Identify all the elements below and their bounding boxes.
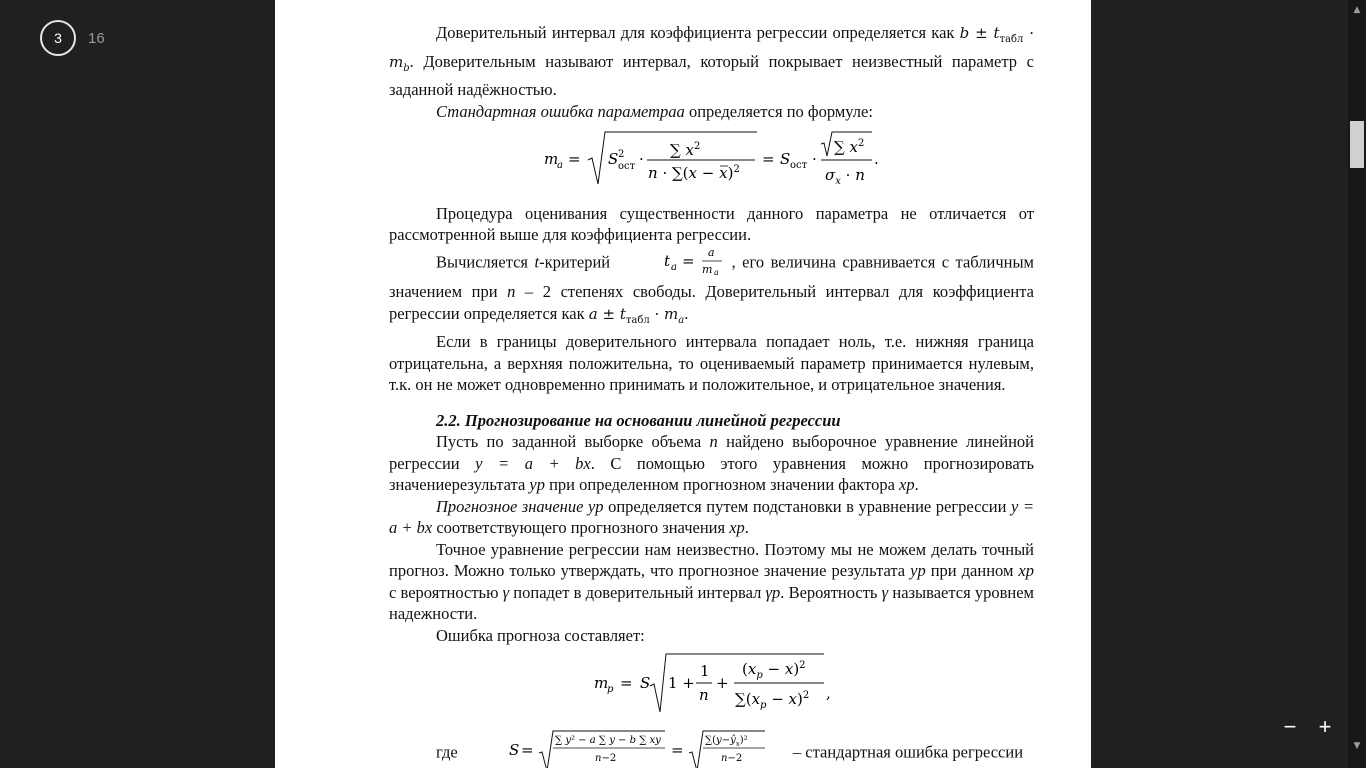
svg-text:(xp − x)2: $(x_p - x)^2$ [741,660,806,681]
paragraph-forecast-value [389,496,1034,539]
italic-symbol: xp [729,518,745,537]
zoom-out-button[interactable]: − [1283,714,1297,739]
svg-text:.: . [873,150,879,168]
svg-text:∑ y² − a ∑ y − b ∑ xy: ∑ y² − a ∑ y − b ∑ xy [554,734,661,746]
svg-text:=: = [681,251,695,270]
text-span: определяется путем подстановки в уравнение регрессии [603,496,1011,516]
italic-symbol: n [507,282,516,301]
formula-b-interval: $b \pm t_{табл} \cdot m_b$ [389,24,1034,74]
svg-text:,: , [825,684,831,702]
svg-text:S: S [607,150,618,168]
svg-text:a: a [713,267,719,276]
svg-text:+: + [715,674,729,692]
text-span: Вычисляется [436,252,535,272]
svg-text:n: n [698,686,709,704]
vertical-scrollbar[interactable] [1348,0,1366,768]
text-span: попадет в доверительный интервал [509,582,766,602]
paragraph-forecasting-intro [389,431,1034,496]
formula-a-interval: $a \pm t_{табл} \cdot m_a$ [588,304,685,326]
italic-symbol: yp [910,561,926,580]
svg-text:S: S [779,150,790,168]
svg-text:2: 2 [617,149,624,160]
svg-text:∑(xp − x)2: $\sum(x_p - x)^2$ [734,690,809,711]
italic-symbol: γ [502,582,510,602]
text-span: где [436,742,462,762]
svg-text:ост: ост [789,160,807,171]
text-span: с вероятностью [389,582,503,602]
paragraph-procedure: Процедура оценивания существенности данного параметра не отличается от рассмотренной выше для коэффициента регрессии. [389,203,1034,244]
text-span: называется уровнем надежности. [389,582,1034,623]
formula-ta [617,246,732,282]
scrollbar-thumb[interactable] [1350,121,1364,168]
text-span: . С помощью этого уравнения можно прогнозировать значениерезультата [389,453,1034,494]
svg-text:=: = [619,674,633,692]
paragraph-zero-in-interval: Если в границы доверительного интервала попадает ноль, т.е. нижняя граница отрицательна, а верхняя положительна, то оцениваемый параметр принимается нулевым, т.к. он не может одновременно принимать и положительное, и отрицательное значения. [389,332,1034,394]
text-span: найдено выборочное уравнение линейной регрессии [389,432,1034,473]
italic-symbol: xp [1018,561,1034,580]
svg-text:S: S [639,674,650,692]
text-span: при данном [925,561,1019,580]
paragraph-exact-equation-unknown [389,539,1034,625]
svg-text:=: = [520,740,534,759]
svg-text:m: m [701,262,713,276]
current-page-indicator[interactable]: 3 [40,20,76,56]
text-span: – стандартная ошибка регрессии [792,742,1024,762]
svg-text:1 +: 1 + [667,674,695,692]
italic-term: Стандартная ошибка параметраа [436,101,685,121]
svg-text:m: m [593,674,608,692]
text-span: . [744,518,749,537]
formula-mp [389,650,1034,723]
svg-text:·: · [638,150,644,168]
text-span: при определенном прогнозном значении фактора [544,475,900,494]
svg-text:a: a [670,261,677,273]
text-span: . [914,475,919,494]
formula-ma [389,126,1034,197]
zoom-in-button[interactable]: + [1318,714,1332,739]
paragraph-forecast-error: Ошибка прогноза составляет: [436,625,645,645]
svg-text:a: a [707,245,715,259]
text-span: соответствующего прогнозного значения [432,518,730,537]
paragraph-confidence-interval-b [389,22,1034,101]
svg-text:∑ x2: ∑ $x^2$ [669,141,700,159]
svg-text:S: S [508,740,520,759]
total-pages-label: 16 [88,30,105,47]
scroll-up-arrow-icon[interactable]: ▲ [1353,5,1361,15]
svg-text:·: · [811,150,817,168]
formula-s [462,729,789,768]
document-page [275,0,1091,768]
regression-equation: y = a + bx [475,453,591,473]
svg-text:ост: ост [617,161,635,172]
italic-symbol: xp [899,475,915,494]
svg-text:=: = [670,740,684,759]
scroll-down-arrow-icon[interactable]: ▼ [1353,741,1361,751]
text-span: . [684,303,689,323]
text-span: . Вероятность [780,582,882,602]
section-heading: 2.2. Прогнозирование на основании линейной регрессии [436,410,841,430]
paragraph-where-s [389,729,1034,768]
svg-text:1: 1 [699,662,710,680]
svg-text:a: a [556,160,563,171]
svg-text:t: t [663,251,670,270]
svg-text:∑ x2: ∑ $x^2$ [833,138,864,156]
italic-symbol: γp [765,582,781,602]
svg-text:n−2: n−2 [720,752,742,764]
text-span: Точное уравнение регрессии нам неизвестно. Поэтому мы не можем делать точный прогноз. Можно только утверждать, что прогнозное значение результата [389,539,1034,580]
regression-equation: y = a + bx [389,496,1034,537]
text-span: -критерий [539,252,617,272]
paragraph-t-criterion [389,246,1034,332]
paragraph-standard-error [389,101,1034,123]
italic-symbol: γ [881,582,889,602]
svg-text:σx · n: $\sigma_x \cdot n$ [824,166,865,187]
text-span: Пусть по заданной выборке объема [436,432,710,451]
svg-text:∑(y−ŷx)²: $\sum(y-ŷ_x)^2$ [704,734,748,748]
text-span: Доверительный интервал для коэффициента регрессии определяется как [436,23,955,42]
italic-symbol: yp [587,496,604,516]
italic-symbol: t [534,252,540,272]
text-span: . Доверительным называют интервал, который покрывает неизвестный параметр с заданной надёжностью. [389,51,1034,99]
italic-symbol: n [709,432,718,451]
italic-symbol: yp [529,475,545,494]
text-span: – 2 степенях свободы. Доверительный интервал для коэффициента регрессии определяется как [389,282,1034,323]
text-span: , его величина сравнивается с табличным значением при [389,252,1035,301]
document-text [389,22,1034,768]
svg-text:n · ∑(x − x)2: $n \cdot \sum(x - x)^2$ [647,164,740,182]
italic-term: Прогнозное значение [436,496,588,516]
svg-text:=: = [761,150,775,168]
text-span: определяется по формуле: [684,101,873,121]
svg-text:m: m [543,150,558,168]
svg-text:n−2: n−2 [594,752,616,764]
svg-text:=: = [567,150,581,168]
svg-text:p: p [606,684,613,695]
